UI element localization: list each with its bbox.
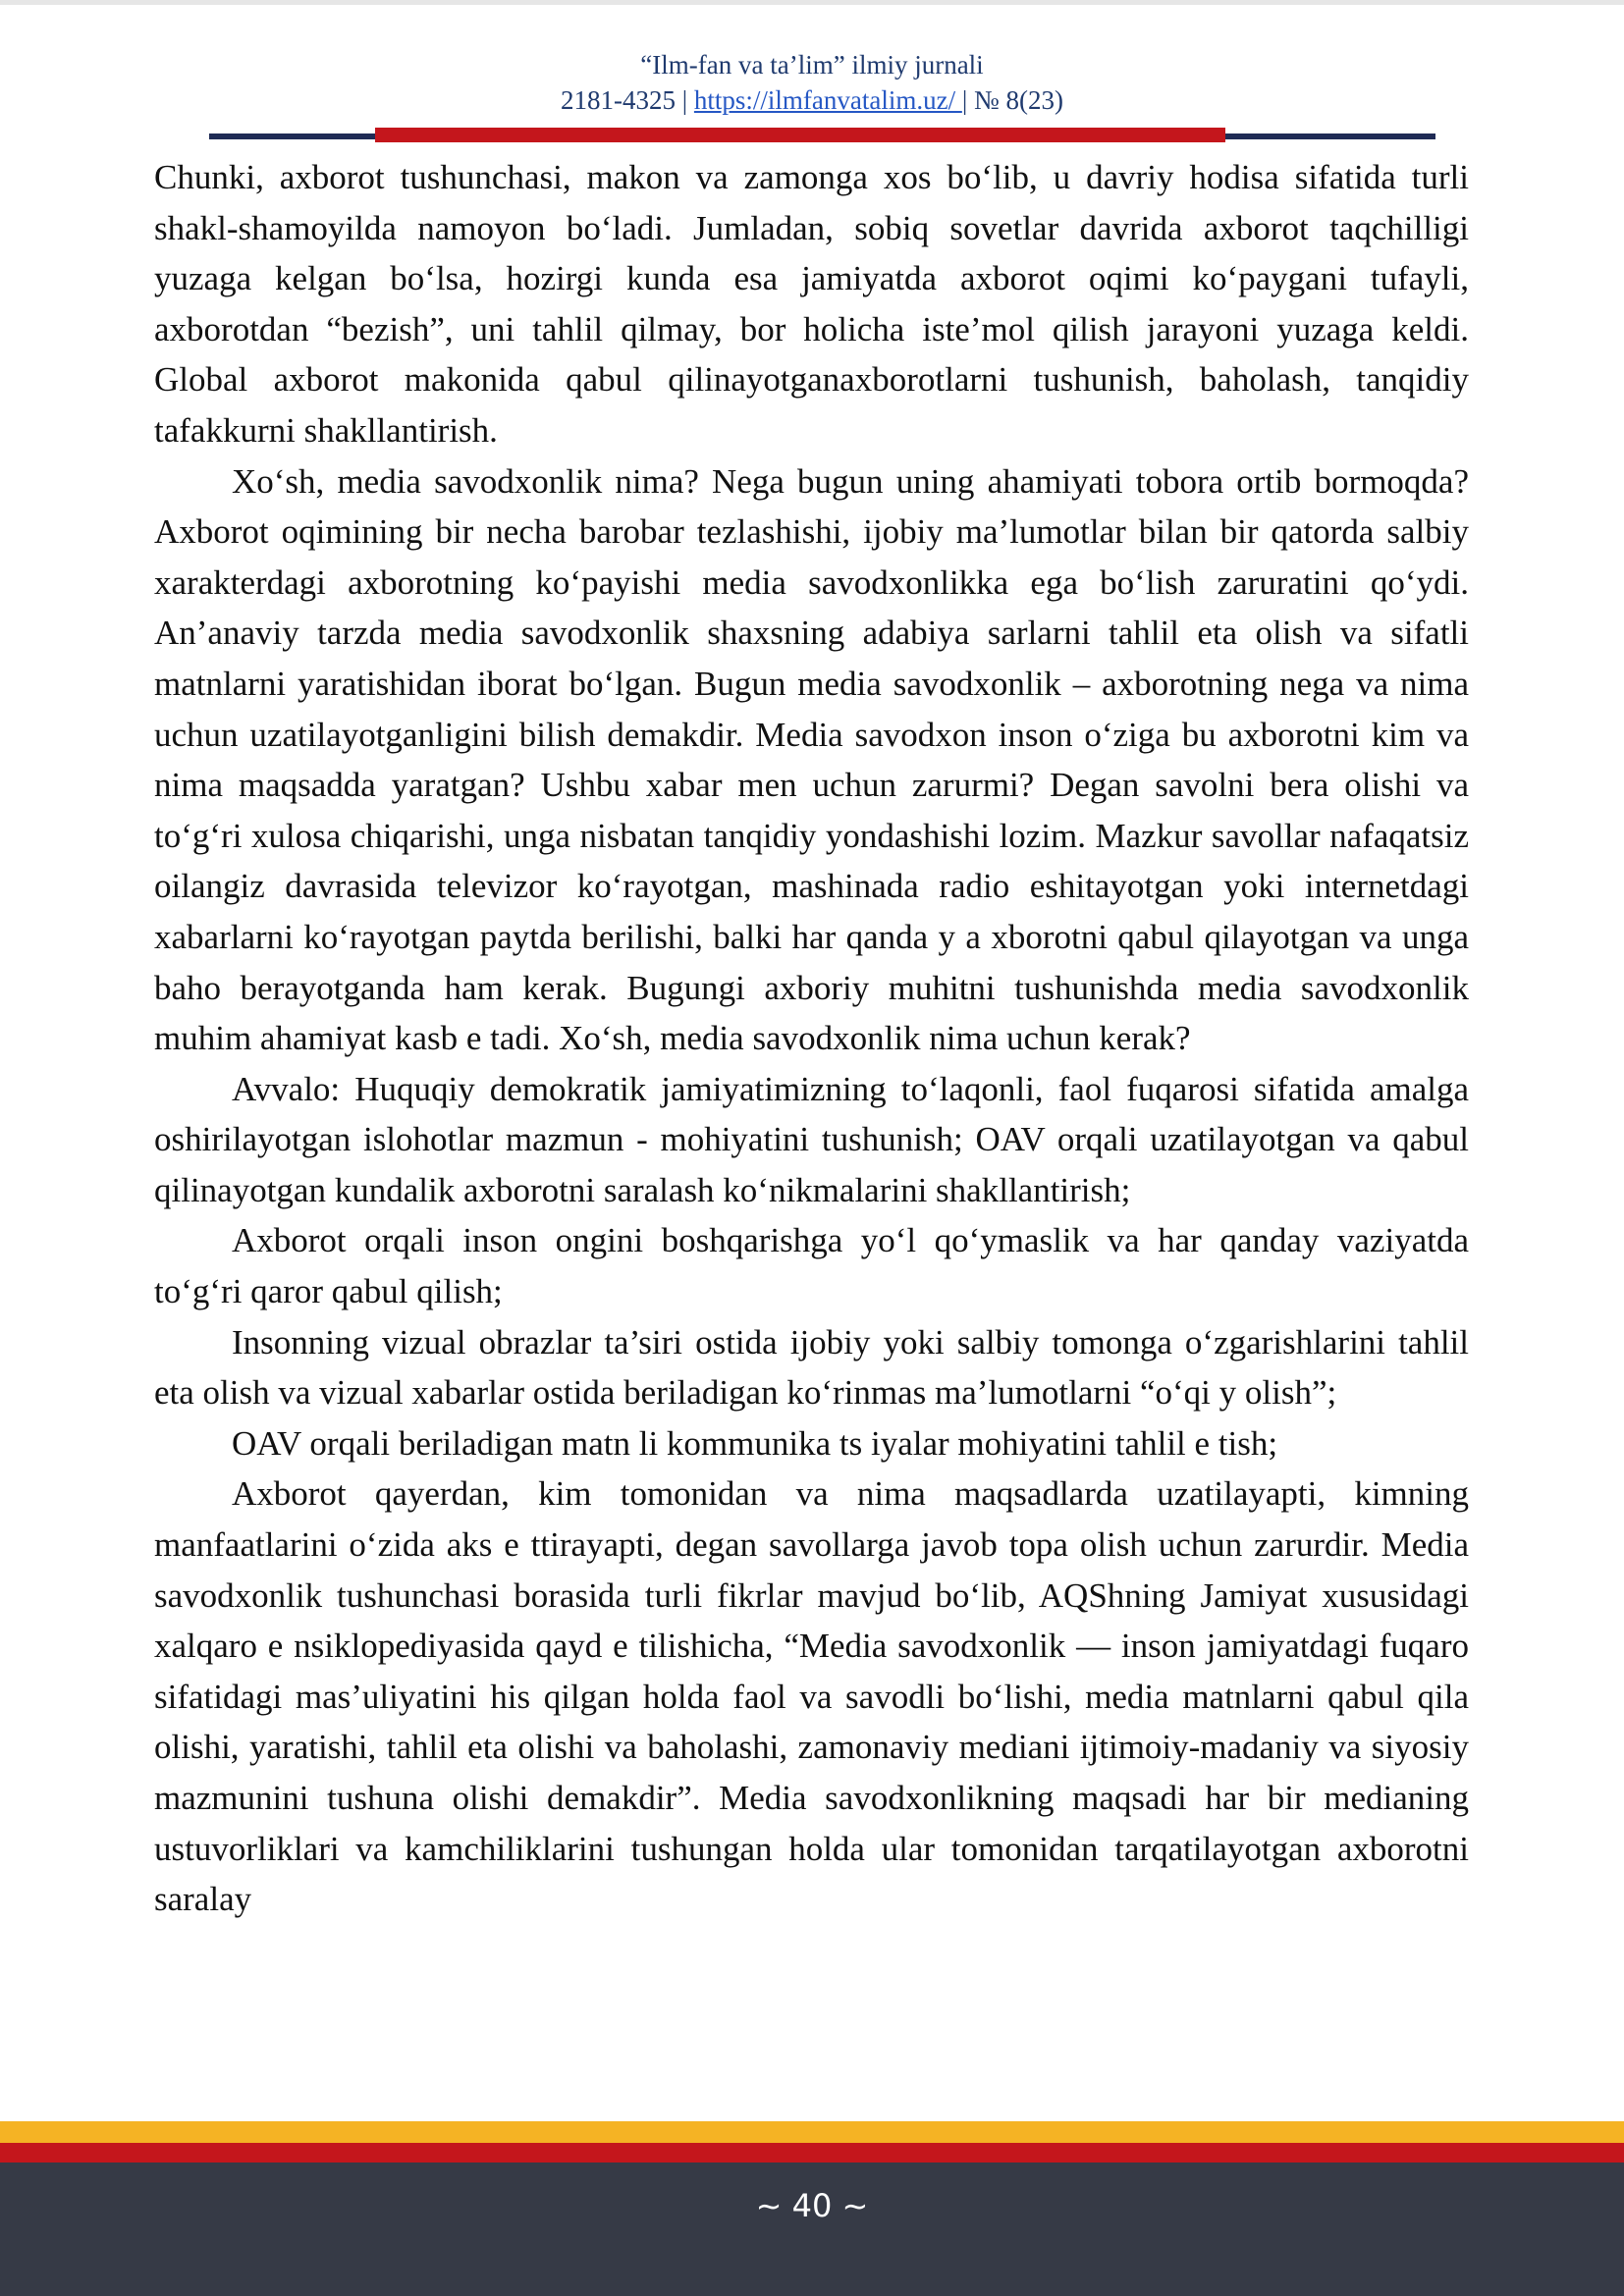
paragraph-6: OAV orqali beriladigan matn li kommunika ts iyalar mohiyatini tahlil e tish; [232, 1423, 1278, 1463]
paragraph-7: Axborot qayerdan, kim tomonidan va nima maqsadlarda uzatilayapti, kimning manfaatlarini o‘zida aks e ttirayapti, degan savollarga javob topa olish uchun zarurdir. Media savodxonlik tushunchasi borasida turli fikrlar mavjud bo‘lib, AQShning Jamiyat xususidagi xalqaro e nsiklopediyasida qayd e tilishicha, “Media savodxonlik — inson jamiyatdagi fuqaro sifatidagi mas’uliyatini his qilgan holda faol va savodli bo‘lishi, media matnlarni qabul qila olishi, yaratishi, tahlil eta olishi va baholashi, zamonaviy mediani ijtimoiy-madaniy va siyosiy mazmunini tushuna olishi demakdir”. Media savodxonlikning maqsadi har bir medianing ustuvorliklari va kamchiliklarini tushungan holda ular tomonidan tarqatilayotgan axborotni saralay [154, 1474, 1469, 1919]
issue-number: | № 8(23) [961, 85, 1063, 115]
paragraph-1: Chunki, axborot tushunchasi, makon va zamonga xos bo‘lib, u davriy hodisa sifatida turli shakl-shamoyilda namoyon bo‘ladi. Jumladan, sobiq sovetlar davrida axborot taqchilligi yuzaga kelgan bo‘lsa, hozirgi kunda esa jamiyatda axborot oqimi ko‘paygani tufayli, axborotdan “bezish”, uni tahlil qilmay, bor holicha iste’mol qilish jarayoni yuzaga keldi. Global axborot makonida qabul qilinayotganaxborotlarni tushunish, baholash, tanqidiy tafakkurni shakllantirish. [154, 158, 1469, 450]
footer-band-yellow [0, 2121, 1624, 2143]
paragraph-4: Axborot orqali inson ongini boshqarishga yo‘l qo‘ymaslik va har qanday vaziyatda to‘g‘ri qaror qabul qilish; [154, 1221, 1469, 1311]
journal-meta-line [0, 82, 1624, 118]
footer-band-dark [0, 2163, 1624, 2296]
footer-band-red [0, 2143, 1624, 2163]
journal-header [0, 47, 1624, 118]
article-body [154, 152, 1469, 1925]
journal-url-link[interactable]: https://ilmfanvatalim.uz/ [693, 85, 962, 115]
header-rule-red [375, 128, 1225, 142]
paragraph-2: Xo‘sh, media savodxonlik nima? Nega bugun uning ahamiyati tobora ortib bormoqda? Axborot oqimining bir necha barobar tezlashishi, ijobiy ma’lumotlar bilan bir qatorda salbiy xarakterdagi axborotning ko‘payishi media savodxonlikka ega bo‘lish zaruratini qo‘ydi. An’anaviy tarzda media savodxonlik shaxsning adabiya sarlarni tahlil eta olish va sifatli matnlarni yaratishidan iborat bo‘lgan. Bugun media savodxonlik – axborotning nega va nima uchun uzatilayotganligini bilish demakdir. Media savodxon inson o‘ziga bu axborotni kim va nima maqsadda yaratgan? Ushbu xabar men uchun zarurmi? Degan savolni bera olishi va to‘g‘ri xulosa chiqarishi, unga nisbatan tanqidiy yondashishi lozim. Mazkur savollar nafaqatsiz oilangiz davrasida televizor ko‘rayotgan, mashinada radio eshitayotgan yoki internetdagi xabarlarni ko‘rayotgan paytda berilishi, balki har qanda y a xborotni qabul qilayotgan va unga baho berayotganda ham kerak. Bugungi axboriy muhitni tushunishda media savodxonlik muhim ahamiyat kasb e tadi. Xo‘sh, media savodxonlik nima uchun kerak? [154, 461, 1469, 1058]
page-number: ~ 40 ~ [755, 2187, 869, 2224]
page-top-edge [0, 0, 1624, 5]
paragraph-5: Insonning vizual obrazlar ta’siri ostida ijobiy yoki salbiy tomonga o‘zgarishlarini tahlil eta olish va vizual xabarlar ostida beriladigan ko‘rinmas ma’lumotlarni “o‘qi y olish”; [154, 1322, 1469, 1413]
issn-number: 2181-4325 | [560, 85, 688, 115]
journal-title: “Ilm-fan va ta’lim” ilmiy jurnali [640, 50, 984, 80]
paragraph-3: Avvalo: Huquqiy demokratik jamiyatimizning to‘laqonli, faol fuqarosi sifatida amalga oshirilayotgan islohotlar mazmun - mohiyatini tushunish; OAV orqali uzatilayotgan va qabul qilinayotgan kundalik axborotni saralash ko‘nikmalarini shakllantirish; [154, 1069, 1469, 1209]
